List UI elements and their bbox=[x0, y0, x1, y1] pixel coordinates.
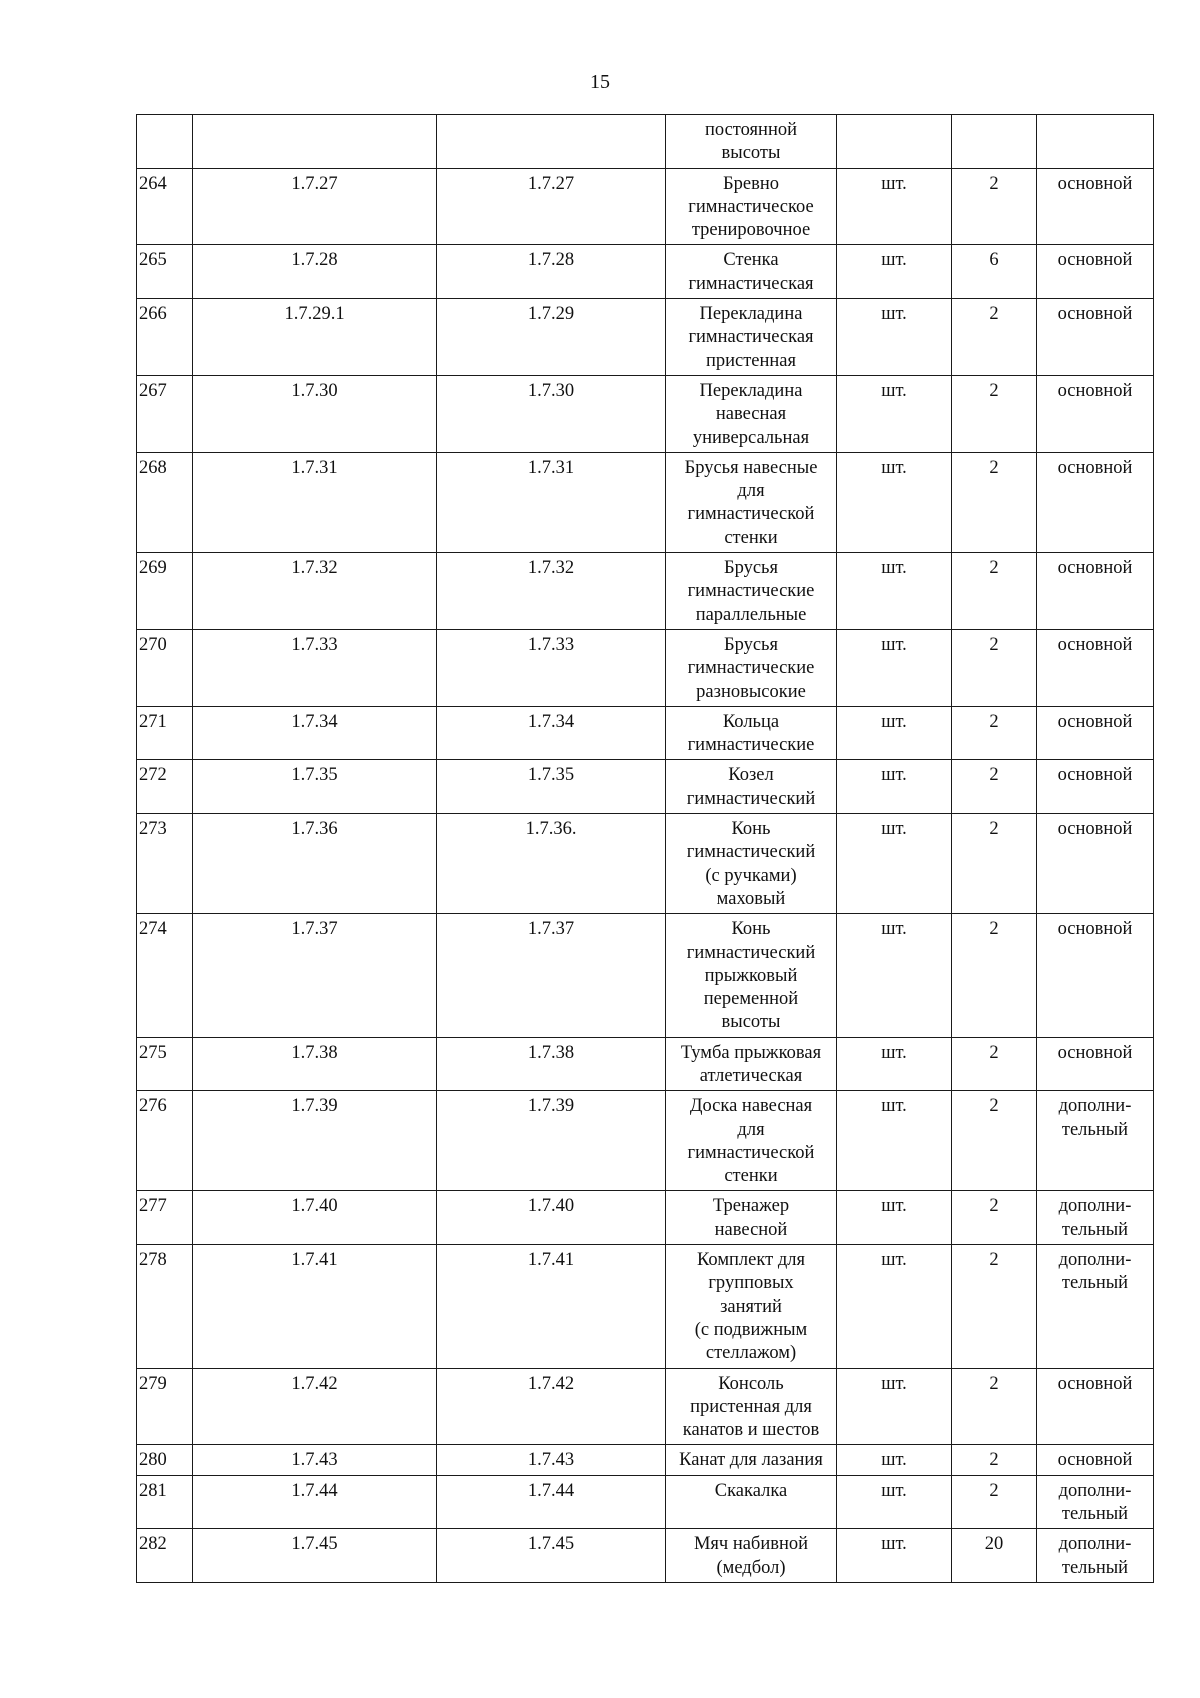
code-column-1-cell-text: 1.7.34 bbox=[291, 711, 338, 732]
item-name-cell bbox=[666, 1191, 837, 1245]
code-column-1-cell bbox=[193, 1445, 437, 1475]
item-name-cell bbox=[666, 814, 837, 914]
row-number-cell bbox=[137, 914, 193, 1037]
item-name-cell-text: Козел гимнастический bbox=[686, 765, 816, 809]
code-column-1-cell bbox=[193, 168, 437, 245]
type-cell bbox=[1037, 115, 1154, 169]
item-name-cell-text: Конь гимнастический прыжковый переменной высоты bbox=[686, 919, 816, 1033]
row-number-cell-text: 276 bbox=[139, 1096, 167, 1117]
unit-cell-text: шт. bbox=[881, 1196, 907, 1217]
code-column-1-cell bbox=[193, 553, 437, 630]
item-name-cell-text: Мяч набивной (медбол) bbox=[693, 1534, 809, 1578]
row-number-cell-text: 274 bbox=[139, 919, 167, 940]
item-name-cell-text: Конь гимнастический (с ручками) маховый bbox=[686, 819, 816, 909]
quantity-cell-text: 2 bbox=[989, 765, 999, 786]
quantity-cell bbox=[952, 553, 1037, 630]
unit-cell bbox=[837, 706, 952, 760]
code-column-2-cell-text: 1.7.30 bbox=[527, 380, 575, 401]
quantity-cell-text: 2 bbox=[989, 1042, 999, 1063]
code-column-1-cell bbox=[193, 452, 437, 552]
unit-cell bbox=[837, 1037, 952, 1091]
row-number-cell bbox=[137, 1037, 193, 1091]
unit-cell bbox=[837, 375, 952, 452]
code-column-2-cell bbox=[437, 629, 666, 706]
table-row bbox=[137, 629, 1154, 706]
quantity-cell bbox=[952, 115, 1037, 169]
unit-cell-text: шт. bbox=[881, 1042, 907, 1063]
item-name-cell-text: Брусья гимнастические параллельные bbox=[687, 558, 815, 625]
item-name-cell-text: Брусья гимнастические разновысокие bbox=[687, 634, 815, 702]
unit-cell bbox=[837, 814, 952, 914]
code-column-2-cell bbox=[437, 1037, 666, 1091]
row-number-cell-text: 266 bbox=[139, 304, 167, 325]
table-row bbox=[137, 1368, 1154, 1445]
table-row bbox=[137, 706, 1154, 760]
item-name-cell bbox=[666, 1037, 837, 1091]
quantity-cell bbox=[952, 452, 1037, 552]
item-name-cell bbox=[666, 168, 837, 245]
type-cell-text: основной bbox=[1057, 765, 1133, 786]
item-name-cell-text: Брусья навесные для гимнастической стенки bbox=[684, 457, 818, 548]
row-number-cell bbox=[137, 1245, 193, 1368]
code-column-2-cell bbox=[437, 375, 666, 452]
type-cell-text: основной bbox=[1057, 1450, 1133, 1471]
code-column-2-cell bbox=[437, 706, 666, 760]
code-column-2-cell-text: 1.7.29 bbox=[527, 304, 575, 325]
code-column-1-cell bbox=[193, 814, 437, 914]
row-number-cell-text: 264 bbox=[139, 173, 167, 194]
item-name-cell-text: Консоль пристенная для канатов и шестов bbox=[682, 1373, 820, 1441]
code-column-2-cell-text: 1.7.31 bbox=[527, 457, 575, 478]
item-name-cell bbox=[666, 299, 837, 376]
quantity-cell-text: 2 bbox=[989, 173, 999, 194]
code-column-2-cell bbox=[437, 1191, 666, 1245]
item-name-cell bbox=[666, 1529, 837, 1583]
code-column-2-cell bbox=[437, 452, 666, 552]
row-number-cell-text: 272 bbox=[139, 765, 167, 786]
item-name-cell-text: Комплект для групповых занятий (с подвижным стеллажом) bbox=[694, 1250, 808, 1364]
code-column-1-cell-text: 1.7.33 bbox=[291, 634, 338, 655]
row-number-cell bbox=[137, 452, 193, 552]
type-cell-text: дополни- тельный bbox=[1058, 1096, 1132, 1140]
code-column-1-cell-text: 1.7.31 bbox=[291, 457, 338, 478]
quantity-cell-text: 20 bbox=[984, 1534, 1004, 1555]
unit-cell bbox=[837, 1475, 952, 1529]
unit-cell-text: шт. bbox=[881, 919, 907, 940]
quantity-cell bbox=[952, 1475, 1037, 1529]
row-number-cell bbox=[137, 629, 193, 706]
unit-cell bbox=[837, 1368, 952, 1445]
row-number-cell-text: 278 bbox=[139, 1250, 167, 1271]
code-column-1-cell-text: 1.7.42 bbox=[291, 1373, 338, 1394]
quantity-cell-text: 2 bbox=[989, 1196, 999, 1217]
code-column-1-cell bbox=[193, 375, 437, 452]
table-row bbox=[137, 914, 1154, 1037]
unit-cell bbox=[837, 452, 952, 552]
equipment-table bbox=[136, 114, 1154, 1583]
unit-cell bbox=[837, 115, 952, 169]
type-cell-text: основной bbox=[1057, 173, 1133, 194]
row-number-cell-text: 270 bbox=[139, 634, 167, 655]
quantity-cell-text: 2 bbox=[989, 1450, 999, 1471]
type-cell-text: основной bbox=[1057, 304, 1133, 325]
code-column-1-cell-text: 1.7.38 bbox=[291, 1042, 338, 1063]
quantity-cell-text: 2 bbox=[989, 919, 999, 940]
type-cell-text: основной bbox=[1057, 634, 1133, 655]
item-name-cell-text: Тренажер навесной bbox=[712, 1196, 790, 1240]
code-column-1-cell bbox=[193, 629, 437, 706]
quantity-cell-text: 2 bbox=[989, 380, 999, 401]
type-cell bbox=[1037, 375, 1154, 452]
unit-cell bbox=[837, 914, 952, 1037]
type-cell-text: основной bbox=[1057, 819, 1133, 840]
table-row bbox=[137, 452, 1154, 552]
item-name-cell-text: постоянной высоты bbox=[704, 120, 798, 164]
code-column-2-cell-text: 1.7.45 bbox=[527, 1534, 575, 1555]
page-number: 15 bbox=[590, 71, 610, 93]
row-number-cell bbox=[137, 814, 193, 914]
unit-cell-text: шт. bbox=[881, 1480, 907, 1501]
unit-cell bbox=[837, 553, 952, 630]
code-column-2-cell-text: 1.7.28 bbox=[527, 250, 575, 271]
row-number-cell-text: 273 bbox=[139, 819, 167, 840]
row-number-cell-text: 271 bbox=[139, 711, 167, 732]
table-row bbox=[137, 245, 1154, 299]
code-column-1-cell bbox=[193, 1091, 437, 1191]
type-cell bbox=[1037, 1475, 1154, 1529]
quantity-cell bbox=[952, 1445, 1037, 1475]
row-number-cell bbox=[137, 375, 193, 452]
code-column-2-cell-text: 1.7.41 bbox=[527, 1250, 575, 1271]
unit-cell-text: шт. bbox=[881, 1250, 907, 1271]
quantity-cell bbox=[952, 1091, 1037, 1191]
item-name-cell bbox=[666, 245, 837, 299]
type-cell-text: основной bbox=[1057, 711, 1133, 732]
code-column-2-cell bbox=[437, 1529, 666, 1583]
code-column-1-cell-text: 1.7.35 bbox=[291, 765, 338, 786]
item-name-cell-text: Скакалка bbox=[714, 1480, 788, 1501]
quantity-cell-text: 2 bbox=[989, 457, 999, 478]
unit-cell-text: шт. bbox=[881, 304, 907, 325]
unit-cell bbox=[837, 245, 952, 299]
unit-cell bbox=[837, 1191, 952, 1245]
code-column-2-cell-text: 1.7.36. bbox=[525, 819, 577, 840]
quantity-cell bbox=[952, 1368, 1037, 1445]
code-column-2-cell bbox=[437, 1475, 666, 1529]
type-cell-text: основной bbox=[1057, 250, 1133, 271]
quantity-cell-text: 6 bbox=[989, 250, 999, 271]
row-number-cell-text: 281 bbox=[139, 1480, 167, 1501]
row-number-cell-text: 277 bbox=[139, 1196, 167, 1217]
item-name-cell bbox=[666, 375, 837, 452]
row-number-cell bbox=[137, 706, 193, 760]
code-column-1-cell bbox=[193, 1529, 437, 1583]
quantity-cell bbox=[952, 706, 1037, 760]
quantity-cell-text: 2 bbox=[989, 1373, 999, 1394]
table-row bbox=[137, 1445, 1154, 1475]
quantity-cell bbox=[952, 375, 1037, 452]
row-number-cell-text: 268 bbox=[139, 457, 167, 478]
code-column-1-cell bbox=[193, 914, 437, 1037]
quantity-cell bbox=[952, 914, 1037, 1037]
row-number-cell bbox=[137, 1529, 193, 1583]
code-column-1-cell-text: 1.7.45 bbox=[291, 1534, 338, 1555]
type-cell bbox=[1037, 629, 1154, 706]
code-column-1-cell-text: 1.7.30 bbox=[291, 380, 338, 401]
item-name-cell bbox=[666, 1245, 837, 1368]
code-column-2-cell bbox=[437, 245, 666, 299]
type-cell bbox=[1037, 299, 1154, 376]
unit-cell-text: шт. bbox=[881, 1534, 907, 1555]
table-row bbox=[137, 1245, 1154, 1368]
unit-cell-text: шт. bbox=[881, 1450, 907, 1471]
code-column-1-cell-text: 1.7.40 bbox=[291, 1196, 338, 1217]
code-column-1-cell-text: 1.7.43 bbox=[291, 1450, 338, 1471]
table-body bbox=[137, 115, 1154, 1583]
table-row bbox=[137, 1091, 1154, 1191]
code-column-1-cell bbox=[193, 245, 437, 299]
type-cell bbox=[1037, 706, 1154, 760]
type-cell-text: основной bbox=[1057, 1373, 1133, 1394]
row-number-cell bbox=[137, 760, 193, 814]
item-name-cell-text: Доска навесная для гимнастической стенки bbox=[687, 1096, 815, 1187]
row-number-cell bbox=[137, 1475, 193, 1529]
code-column-2-cell-text: 1.7.33 bbox=[527, 634, 575, 655]
table-row bbox=[137, 1037, 1154, 1091]
unit-cell bbox=[837, 1529, 952, 1583]
code-column-2-cell bbox=[437, 914, 666, 1037]
code-column-1-cell bbox=[193, 706, 437, 760]
unit-cell-text: шт. bbox=[881, 819, 907, 840]
unit-cell-text: шт. bbox=[881, 1096, 907, 1117]
code-column-2-cell-text: 1.7.38 bbox=[527, 1042, 575, 1063]
item-name-cell bbox=[666, 1368, 837, 1445]
code-column-1-cell bbox=[193, 1037, 437, 1091]
table-row bbox=[137, 115, 1154, 169]
table-row bbox=[137, 760, 1154, 814]
item-name-cell-text: Стенка гимнастическая bbox=[688, 250, 814, 294]
item-name-cell bbox=[666, 1445, 837, 1475]
unit-cell-text: шт. bbox=[881, 711, 907, 732]
type-cell-text: дополни- тельный bbox=[1058, 1480, 1132, 1525]
code-column-2-cell bbox=[437, 553, 666, 630]
item-name-cell bbox=[666, 914, 837, 1037]
row-number-cell bbox=[137, 553, 193, 630]
row-number-cell-text: 267 bbox=[139, 380, 167, 401]
type-cell bbox=[1037, 452, 1154, 552]
type-cell bbox=[1037, 1191, 1154, 1245]
item-name-cell bbox=[666, 706, 837, 760]
code-column-2-cell-text: 1.7.27 bbox=[527, 173, 575, 194]
item-name-cell bbox=[666, 629, 837, 706]
row-number-cell bbox=[137, 1191, 193, 1245]
table-row bbox=[137, 553, 1154, 630]
type-cell bbox=[1037, 553, 1154, 630]
unit-cell bbox=[837, 299, 952, 376]
quantity-cell-text: 2 bbox=[989, 1096, 999, 1117]
type-cell-text: основной bbox=[1057, 558, 1133, 579]
item-name-cell bbox=[666, 1091, 837, 1191]
quantity-cell bbox=[952, 299, 1037, 376]
code-column-1-cell bbox=[193, 1191, 437, 1245]
quantity-cell-text: 2 bbox=[989, 711, 999, 732]
row-number-cell bbox=[137, 1368, 193, 1445]
type-cell bbox=[1037, 1529, 1154, 1583]
code-column-2-cell bbox=[437, 1368, 666, 1445]
code-column-2-cell-text: 1.7.39 bbox=[527, 1096, 575, 1117]
row-number-cell bbox=[137, 245, 193, 299]
code-column-2-cell bbox=[437, 1245, 666, 1368]
quantity-cell bbox=[952, 814, 1037, 914]
quantity-cell bbox=[952, 629, 1037, 706]
type-cell bbox=[1037, 1368, 1154, 1445]
unit-cell bbox=[837, 1091, 952, 1191]
quantity-cell-text: 2 bbox=[989, 819, 999, 840]
table-row bbox=[137, 1475, 1154, 1529]
row-number-cell-text: 265 bbox=[139, 250, 167, 271]
unit-cell bbox=[837, 1445, 952, 1475]
quantity-cell-text: 2 bbox=[989, 1480, 999, 1501]
row-number-cell bbox=[137, 115, 193, 169]
quantity-cell bbox=[952, 1529, 1037, 1583]
row-number-cell-text: 282 bbox=[139, 1534, 167, 1555]
code-column-2-cell-text: 1.7.35 bbox=[527, 765, 575, 786]
code-column-1-cell-text: 1.7.29.1 bbox=[284, 304, 345, 325]
code-column-2-cell-text: 1.7.44 bbox=[527, 1480, 575, 1501]
item-name-cell-text: Кольца гимнастические bbox=[687, 711, 815, 756]
type-cell-text: дополни- тельный bbox=[1058, 1196, 1132, 1240]
type-cell bbox=[1037, 1037, 1154, 1091]
unit-cell-text: шт. bbox=[881, 173, 907, 194]
code-column-1-cell-text: 1.7.36 bbox=[291, 819, 338, 840]
table-row bbox=[137, 168, 1154, 245]
row-number-cell bbox=[137, 299, 193, 376]
code-column-1-cell bbox=[193, 1368, 437, 1445]
code-column-2-cell-text: 1.7.32 bbox=[527, 558, 575, 579]
code-column-2-cell-text: 1.7.43 bbox=[527, 1450, 575, 1471]
code-column-1-cell bbox=[193, 1475, 437, 1529]
row-number-cell-text: 269 bbox=[139, 558, 167, 579]
code-column-2-cell bbox=[437, 1445, 666, 1475]
type-cell-text: основной bbox=[1057, 380, 1133, 401]
code-column-2-cell-text: 1.7.34 bbox=[527, 711, 575, 732]
quantity-cell-text: 2 bbox=[989, 304, 999, 325]
code-column-2-cell-text: 1.7.42 bbox=[527, 1373, 575, 1394]
item-name-cell-text: Перекладина навесная универсальная bbox=[692, 380, 810, 448]
unit-cell-text: шт. bbox=[881, 765, 907, 786]
code-column-2-cell bbox=[437, 168, 666, 245]
unit-cell-text: шт. bbox=[881, 380, 907, 401]
row-number-cell bbox=[137, 1091, 193, 1191]
quantity-cell bbox=[952, 1191, 1037, 1245]
unit-cell-text: шт. bbox=[881, 457, 907, 478]
type-cell bbox=[1037, 1445, 1154, 1475]
unit-cell bbox=[837, 168, 952, 245]
code-column-1-cell bbox=[193, 115, 437, 169]
quantity-cell-text: 2 bbox=[989, 558, 999, 579]
row-number-cell-text: 279 bbox=[139, 1373, 167, 1394]
quantity-cell-text: 2 bbox=[989, 634, 999, 655]
row-number-cell bbox=[137, 168, 193, 245]
unit-cell bbox=[837, 1245, 952, 1368]
quantity-cell-text: 2 bbox=[989, 1250, 999, 1271]
code-column-1-cell-text: 1.7.44 bbox=[291, 1480, 338, 1501]
unit-cell-text: шт. bbox=[881, 634, 907, 655]
type-cell bbox=[1037, 168, 1154, 245]
quantity-cell bbox=[952, 760, 1037, 814]
type-cell bbox=[1037, 245, 1154, 299]
code-column-2-cell bbox=[437, 115, 666, 169]
row-number-cell-text: 280 bbox=[139, 1450, 167, 1471]
item-name-cell bbox=[666, 115, 837, 169]
type-cell-text: основной bbox=[1057, 457, 1133, 478]
item-name-cell-text: Канат для лазания bbox=[679, 1450, 823, 1471]
quantity-cell bbox=[952, 245, 1037, 299]
code-column-1-cell bbox=[193, 760, 437, 814]
quantity-cell bbox=[952, 1245, 1037, 1368]
unit-cell-text: шт. bbox=[881, 1373, 907, 1394]
type-cell bbox=[1037, 814, 1154, 914]
code-column-2-cell bbox=[437, 1091, 666, 1191]
code-column-1-cell-text: 1.7.32 bbox=[291, 558, 338, 579]
quantity-cell bbox=[952, 1037, 1037, 1091]
type-cell-text: дополни- тельный bbox=[1058, 1250, 1132, 1294]
unit-cell-text: шт. bbox=[881, 250, 907, 271]
table-row bbox=[137, 375, 1154, 452]
type-cell bbox=[1037, 914, 1154, 1037]
type-cell bbox=[1037, 760, 1154, 814]
table-row bbox=[137, 1191, 1154, 1245]
code-column-1-cell-text: 1.7.37 bbox=[291, 919, 338, 940]
code-column-1-cell bbox=[193, 1245, 437, 1368]
item-name-cell bbox=[666, 553, 837, 630]
item-name-cell bbox=[666, 1475, 837, 1529]
row-number-cell-text: 275 bbox=[139, 1042, 167, 1063]
code-column-1-cell-text: 1.7.27 bbox=[291, 173, 338, 194]
type-cell-text: дополни- тельный bbox=[1058, 1534, 1132, 1578]
code-column-2-cell-text: 1.7.40 bbox=[527, 1196, 575, 1217]
unit-cell-text: шт. bbox=[881, 558, 907, 579]
code-column-2-cell bbox=[437, 814, 666, 914]
item-name-cell-text: Тумба прыжковая атлетическая bbox=[680, 1042, 822, 1086]
code-column-1-cell bbox=[193, 299, 437, 376]
type-cell-text: основной bbox=[1057, 919, 1133, 940]
unit-cell bbox=[837, 760, 952, 814]
code-column-2-cell bbox=[437, 299, 666, 376]
item-name-cell-text: Бревно гимнастическое тренировочное bbox=[688, 173, 814, 241]
code-column-2-cell bbox=[437, 760, 666, 814]
code-column-1-cell-text: 1.7.39 bbox=[291, 1096, 338, 1117]
type-cell bbox=[1037, 1245, 1154, 1368]
type-cell bbox=[1037, 1091, 1154, 1191]
code-column-1-cell-text: 1.7.41 bbox=[291, 1250, 338, 1271]
quantity-cell bbox=[952, 168, 1037, 245]
code-column-1-cell-text: 1.7.28 bbox=[291, 250, 338, 271]
item-name-cell bbox=[666, 760, 837, 814]
table-row bbox=[137, 1529, 1154, 1583]
type-cell-text: основной bbox=[1057, 1042, 1133, 1063]
item-name-cell bbox=[666, 452, 837, 552]
table-row bbox=[137, 299, 1154, 376]
unit-cell bbox=[837, 629, 952, 706]
row-number-cell bbox=[137, 1445, 193, 1475]
item-name-cell-text: Перекладина гимнастическая пристенная bbox=[688, 304, 814, 371]
table-row bbox=[137, 814, 1154, 914]
code-column-2-cell-text: 1.7.37 bbox=[527, 919, 575, 940]
